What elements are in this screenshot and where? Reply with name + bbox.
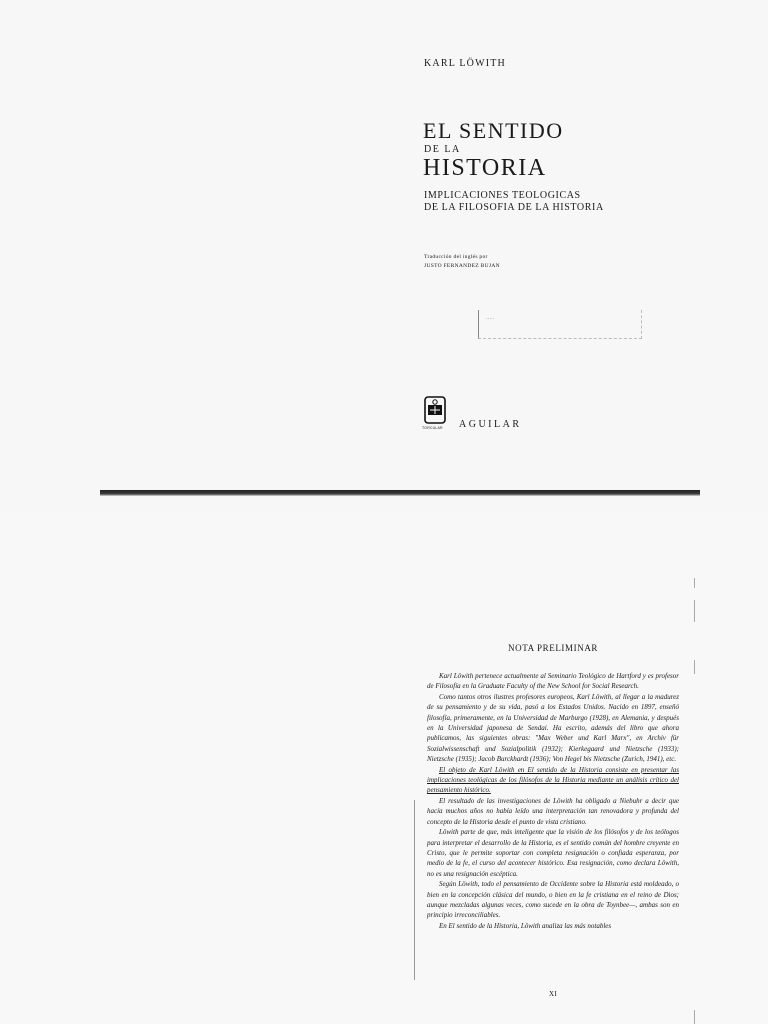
logo-caption: TORCULAR xyxy=(422,426,443,430)
preface-paragraph-2: Como tantos otros ilustres profesores europeos, Karl Löwith, al llegar a la madurez de su pensamiento y de su vida, pasó a los Estados Unidos. Nacido en 1897, enseñó filosofía, primeramente, en la Universidad de Marburgo (1928), en Alemania, y después en la Universidad japonesa de Sendai. Ha escrito, además del libro que ahora publicamos, las siguientes obras: "Max Weber und Karl Marx", en Archiv für Sozialwissenschaft und Sozialpolitik (1932); Kierkegaard und Nietzsche (1933); Nietzsche (1935); Jacob Burckhardt (1936); Von Hegel bis Nietzsche (Zurich, 1941), etc. xyxy=(427,692,679,764)
preface-paragraph-1: Karl Löwith pertenece actualmente al Seminario Teológico de Hartford y es profesor de Filosofía en la Graduate Faculty of the New School for Social Research. xyxy=(427,672,679,691)
book-title-line-1: EL SENTIDO xyxy=(423,118,564,143)
subtitle-line-2: DE LA FILOSOFIA DE LA HISTORIA xyxy=(424,202,604,213)
translation-credit xyxy=(424,253,500,271)
margin-mark xyxy=(414,800,415,980)
page-number: XI xyxy=(549,990,558,998)
publisher-name: AGUILAR xyxy=(459,419,522,430)
edge-mark xyxy=(694,600,695,622)
book-title-line-2: DE LA xyxy=(424,144,461,155)
library-stamp xyxy=(478,310,642,339)
stamp-text: ····· xyxy=(486,317,495,322)
book-title-line-3: HISTORIA xyxy=(423,155,547,181)
preface-paragraph-6: Según Löwith, todo el pensamiento de Occidente sobre la Historia está moldeado, o bien en la concepción clásica del mundo, o bien en la fe cristiana en el reino de Dios; aunque mezcladas algunas veces, como sucede en la obra de Toynbee—, ambas son en principio irreconciliables. xyxy=(427,880,679,920)
publisher-logo-icon xyxy=(424,396,446,424)
book-subtitle xyxy=(424,190,604,214)
preface-paragraph-5: Löwith parte de que, más inteligente que la visión de los filósofos y de los teólogos para interpretar el desarrollo de la Historia, es el sentido común del hombre creyente en Cristo, que le permite soportar con completa resignación o confiada esperanza, por medio de la fe, el curso del acontecer histórico. Esa resignación, como declara Löwith, no es una resignación escéptica. xyxy=(427,828,679,878)
translator-name: JUSTO FERNANDEZ BUJAN xyxy=(424,263,500,269)
preface-heading: NOTA PRELIMINAR xyxy=(508,643,599,653)
page-divider-shadow xyxy=(100,494,700,496)
edge-mark xyxy=(694,660,695,674)
preface-body xyxy=(427,671,679,931)
edge-mark xyxy=(694,1010,695,1024)
subtitle-line-1: IMPLICACIONES TEOLOGICAS xyxy=(424,190,581,201)
preface-paragraph-4: El resultado de las investigaciones de Löwith ha obligado a Niebuhr a decir que hacía muchos años no había leído una interpretación tan renovadora y profunda del concepto de la Historia desde el punto de vista cristiano. xyxy=(427,796,679,826)
edge-mark xyxy=(694,578,695,588)
preface-paragraph-7: En El sentido de la Historia, Löwith analiza las más notables xyxy=(439,921,612,930)
author-name: KARL LÖWITH xyxy=(424,58,506,69)
translation-label: Traducción del inglés por xyxy=(424,254,488,260)
preface-paragraph-3: El objeto de Karl Löwith en El sentido de la Historia consiste en presentar las implicaciones teológicas de los filósofos de la Historia mediante un análisis crítico del pensamiento histórico. xyxy=(427,765,679,795)
